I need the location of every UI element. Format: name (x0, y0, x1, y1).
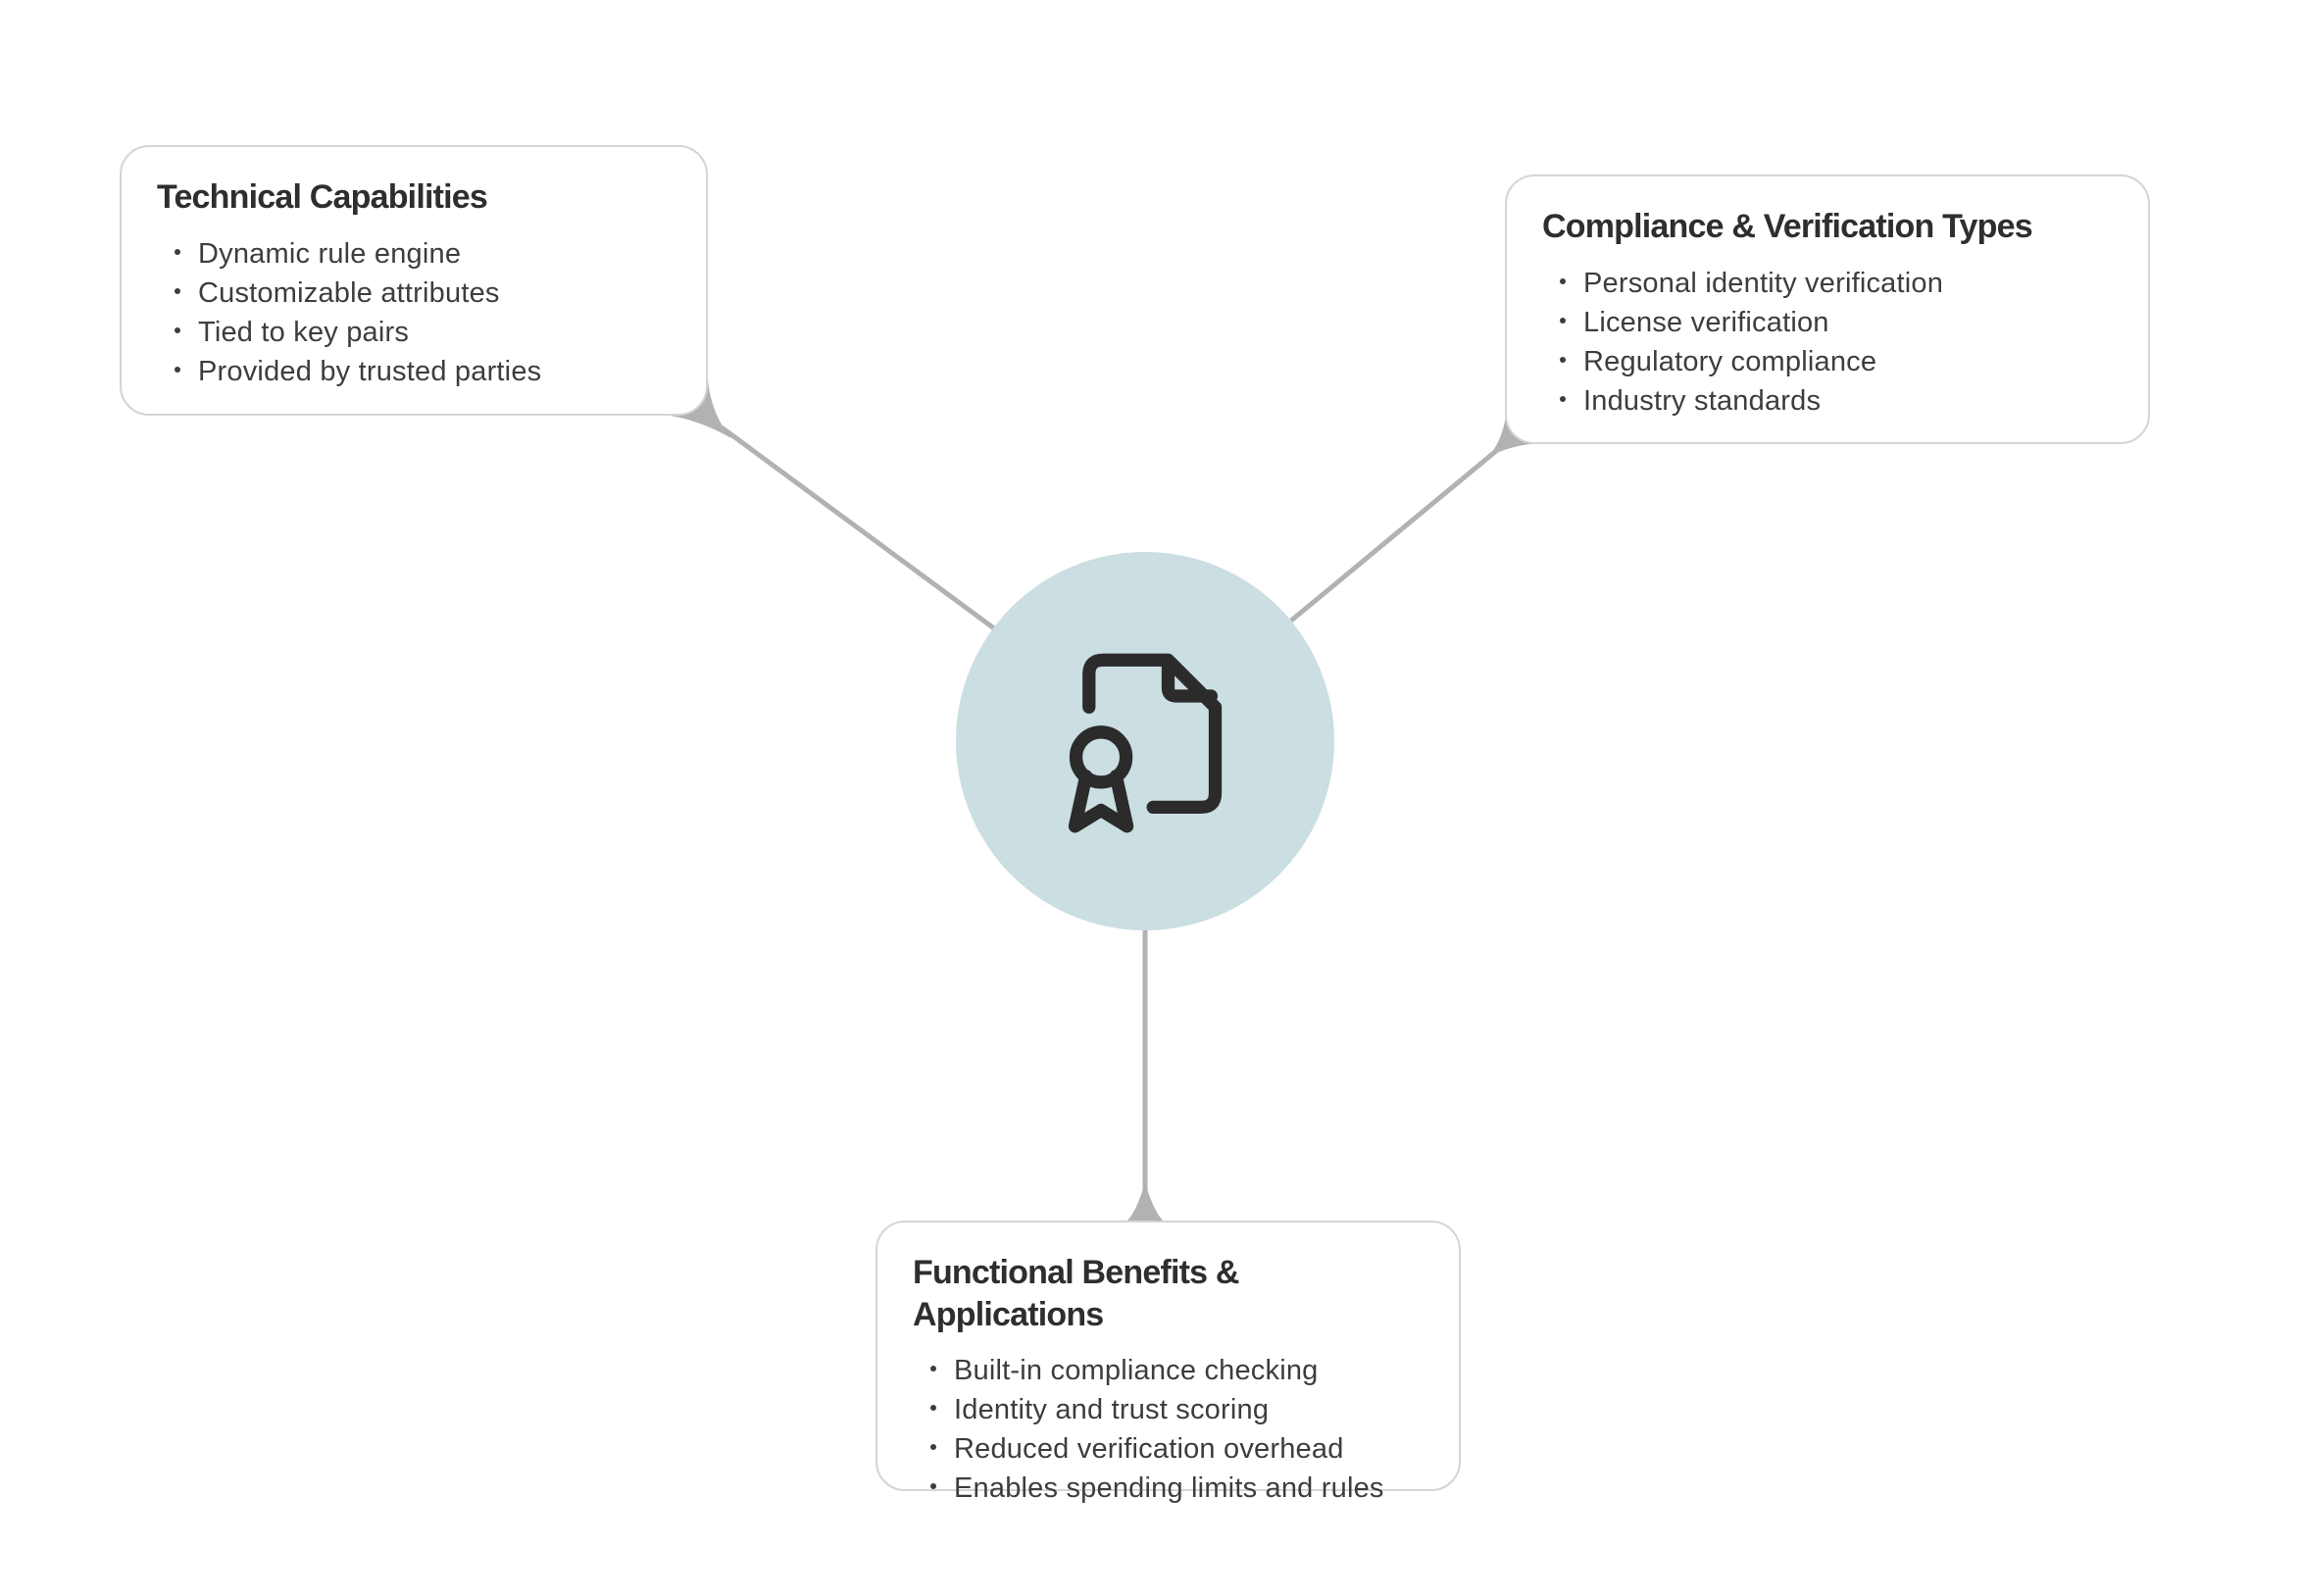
list-item (930, 1469, 1429, 1508)
list-item-text: Dynamic rule engine (198, 237, 462, 270)
bullet-dot-icon (930, 1483, 936, 1489)
list-item (1560, 342, 2119, 381)
bullet-dot-icon (1560, 278, 1566, 284)
list-item (930, 1390, 1429, 1429)
list-item (175, 234, 676, 274)
node-title: Technical Capabilities (157, 178, 487, 216)
bullet-dot-icon (175, 327, 180, 333)
list-item (175, 274, 676, 313)
list-item-text: Tied to key pairs (198, 316, 410, 348)
list-item-text: Regulatory compliance (1583, 345, 1877, 377)
node-item-list (913, 1351, 1429, 1508)
list-item-text: Identity and trust scoring (954, 1394, 1270, 1425)
bullet-dot-icon (1560, 318, 1566, 324)
bullet-dot-icon (1560, 357, 1566, 363)
node-title: Functional Benefits & Applications (913, 1254, 1239, 1333)
list-item (175, 352, 676, 391)
list-item-text: Built-in compliance checking (954, 1355, 1319, 1386)
node-compliance-verification-types (1505, 175, 2150, 444)
list-item-text: License verification (1583, 306, 1829, 338)
connector-technical (722, 427, 994, 628)
bullet-dot-icon (930, 1405, 936, 1411)
bullet-dot-icon (175, 249, 180, 255)
connector-compliance (1291, 451, 1496, 621)
bullet-dot-icon (1560, 396, 1566, 402)
list-item-text: Industry standards (1583, 384, 1822, 417)
list-item (930, 1351, 1429, 1390)
list-item (1560, 303, 2119, 342)
node-technical-capabilities (120, 145, 708, 416)
connector-functional-tail (1127, 1182, 1163, 1221)
node-item-list (1542, 264, 2119, 421)
bullet-dot-icon (930, 1444, 936, 1450)
list-item-text: Personal identity verification (1583, 267, 1944, 299)
central-hub-circle (956, 552, 1334, 930)
list-item-text: Provided by trusted parties (198, 355, 542, 387)
node-title: Compliance & Verification Types (1542, 208, 2032, 245)
bullet-dot-icon (930, 1366, 936, 1372)
node-functional-benefits-applications (875, 1221, 1461, 1504)
list-item-text: Reduced verification overhead (954, 1433, 1344, 1465)
list-item (930, 1429, 1429, 1469)
certificate-document-icon (1065, 648, 1225, 834)
list-item (1560, 264, 2119, 303)
list-item-text: Enables spending limits and rules (954, 1472, 1384, 1504)
bullet-dot-icon (175, 288, 180, 294)
list-item (175, 313, 676, 352)
node-item-list (157, 234, 676, 391)
list-item-text: Customizable attributes (198, 276, 500, 309)
list-item (1560, 381, 2119, 421)
bullet-dot-icon (175, 367, 180, 373)
